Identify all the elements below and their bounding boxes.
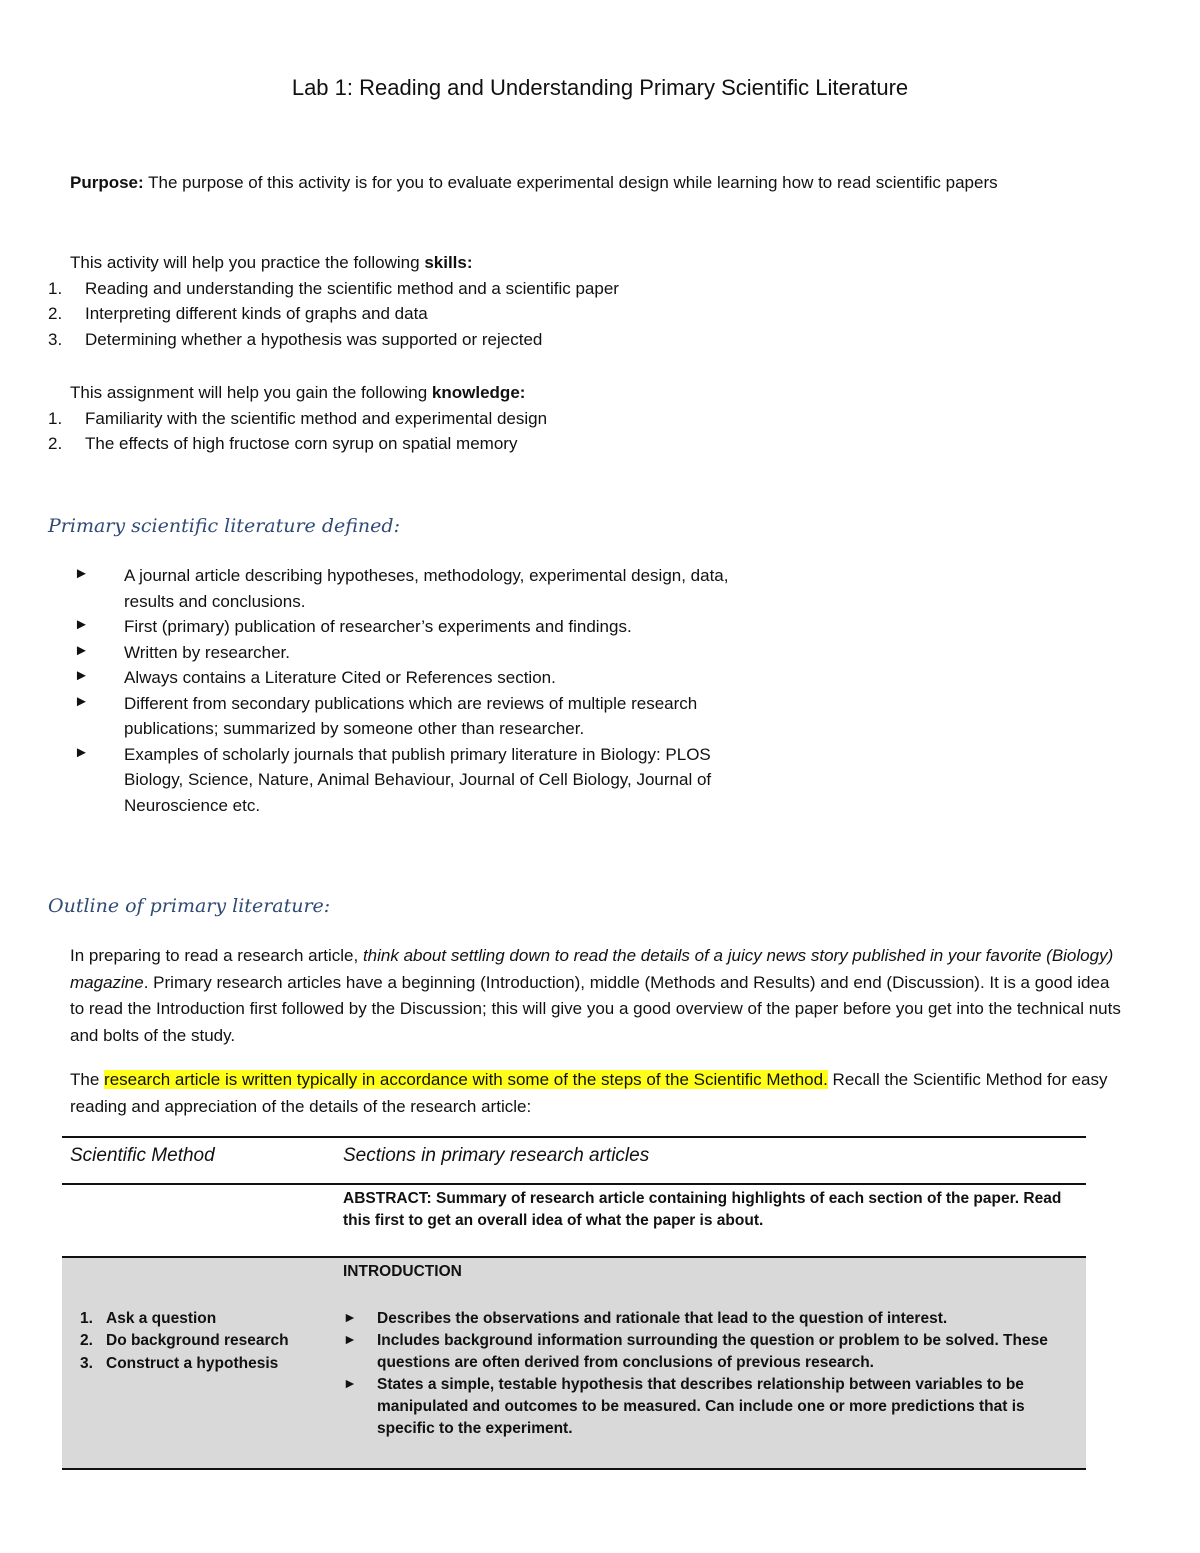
defined-bullet-text: Examples of scholarly journals that publish primary literature in Biology: PLOS Biology, Science, Nature, Animal Behaviour, Journal of Cell Biology, Journal of Neuroscience etc. <box>124 744 712 815</box>
skills-intro <box>70 250 1130 276</box>
list-item: 3. Construct a hypothesis <box>80 1354 279 1372</box>
defined-bullet-text: Different from secondary publications which are reviews of multiple research publications; summarized by someone other than researcher. <box>124 693 698 738</box>
intro-bullet-text: Describes the observations and rationale that lead to the question of interest. <box>377 1310 948 1327</box>
knowledge-section <box>48 380 1130 457</box>
pointer-icon: ► <box>343 1375 357 1391</box>
intro-bullet-text: States a simple, testable hypothesis that describes relationship between variables to be manipulated and outcomes to be measured. Can include one or more predictions that is specific to the experiment. <box>377 1376 1025 1437</box>
defined-bullet-text: Always contains a Literature Cited or References section. <box>124 668 556 687</box>
intro-bullet-list <box>343 1308 1083 1440</box>
list-item <box>74 614 774 640</box>
list-item <box>74 665 774 691</box>
list-item <box>343 1330 1083 1374</box>
pointer-icon: ► <box>343 1331 357 1347</box>
skills-item-text: Reading and understanding the scientific method and a scientific paper <box>85 278 619 298</box>
knowledge-list <box>0 406 1130 457</box>
table-top-rule <box>62 1136 1086 1138</box>
outline-p1-rest: . Primary research articles have a beginning (Introduction), middle (Methods and Results) and end (Discussion). It is a good idea to read the Introduction first followed by the Discussion; this will give you a good overview of the paper before you get into the technical nuts and bolts of the study. <box>70 972 1121 1046</box>
highlighted-text: research article is written typically in accordance with some of the steps of the Scientific Method. <box>104 1070 828 1089</box>
table-bottom-rule <box>62 1468 1086 1470</box>
list-item: 1. Ask a question <box>80 1310 217 1327</box>
outline-paragraph-2 <box>70 1067 1125 1120</box>
pointer-icon: ► <box>343 1309 357 1325</box>
header-rule <box>62 1183 1086 1185</box>
purpose-paragraph <box>70 170 1130 196</box>
list-item: 1. Reading and understanding the scientific method and a scientific paper <box>48 278 619 298</box>
outline-paragraph-1 <box>70 943 1125 1050</box>
knowledge-item-text: The effects of high fructose corn syrup on spatial memory <box>85 434 518 453</box>
intro-bullet-text: Includes background information surrounding the question or problem to be solved. These questions are often derived from conclusions of previous research. <box>377 1332 1048 1371</box>
method-step-text: Construct a hypothesis <box>106 1354 279 1372</box>
outline-heading: Outline of primary literature: <box>48 895 331 917</box>
purpose-label: Purpose: <box>70 173 144 192</box>
pointer-icon: ► <box>74 616 89 633</box>
defined-bullet-text: A journal article describing hypotheses, methodology, experimental design, data, results and conclusions. <box>124 566 729 611</box>
list-item <box>74 640 774 666</box>
outline-p1-italic: think about settling down to read the details of a juicy news story published in your favorite (Biology) magazine <box>70 946 1114 992</box>
list-item <box>74 563 774 614</box>
outline-p2-rest: Recall the Scientific Method for easy reading and appreciation of the details of the research article: <box>70 1070 1108 1116</box>
defined-bullet-list <box>74 563 774 818</box>
intro-label: INTRODUCTION <box>343 1263 462 1280</box>
list-item: 2. Interpreting different kinds of graphs and data <box>48 304 428 323</box>
skills-intro-bold: skills: <box>424 253 473 272</box>
defined-bullet-text: Written by researcher. <box>124 642 290 662</box>
defined-bullet-text: First (primary) publication of researcher’s experiments and findings. <box>124 617 632 636</box>
list-item: 2. Do background research <box>80 1332 289 1350</box>
pointer-icon: ► <box>74 743 89 761</box>
skills-list <box>0 276 1130 353</box>
list-item <box>74 742 774 819</box>
pointer-icon: ► <box>74 565 89 582</box>
knowledge-intro-bold: knowledge: <box>431 383 526 402</box>
knowledge-item-text: Familiarity with the scientific method and experimental design <box>85 408 548 428</box>
list-item: 3. Determining whether a hypothesis was supported or rejected <box>48 329 543 349</box>
method-steps-list <box>80 1308 289 1375</box>
purpose-text: The purpose of this activity is for you to evaluate experimental design while learning how to read scientific papers <box>143 173 998 192</box>
method-table <box>62 1136 1086 1472</box>
abstract-cell: ABSTRACT: Summary of research article containing highlights of each section of the paper. Read this first to get an overall idea of what the paper is about. <box>343 1190 1062 1230</box>
skills-intro-text: This activity will help you practice the following <box>70 253 425 272</box>
skills-item-text: Determining whether a hypothesis was supported or rejected <box>85 329 543 349</box>
knowledge-intro <box>70 380 1130 406</box>
method-step-text: Ask a question <box>106 1310 217 1327</box>
col1-header: Scientific Method <box>70 1145 215 1166</box>
method-step-text: Do background research <box>106 1332 289 1350</box>
list-item: 1. Familiarity with the scientific method and experimental design <box>48 408 548 428</box>
list-item: 2. The effects of high fructose corn syrup on spatial memory <box>48 434 518 453</box>
knowledge-intro-text: This assignment will help you gain the following <box>70 383 432 402</box>
pointer-icon: ► <box>74 641 89 659</box>
list-item <box>343 1308 1083 1330</box>
skills-section <box>48 250 1130 352</box>
col2-header: Sections in primary research articles <box>343 1145 650 1166</box>
pointer-icon: ► <box>74 667 89 684</box>
page-title: Lab 1: Reading and Understanding Primary Scientific Literature <box>291 75 909 100</box>
defined-heading: Primary scientific literature defined: <box>48 515 400 537</box>
list-item <box>74 691 774 742</box>
list-item <box>343 1374 1083 1440</box>
pointer-icon: ► <box>74 692 89 710</box>
skills-item-text: Interpreting different kinds of graphs and data <box>85 304 428 323</box>
outline-p1-text: In preparing to read a research article, <box>70 946 363 965</box>
outline-p2-text: The <box>70 1070 105 1089</box>
